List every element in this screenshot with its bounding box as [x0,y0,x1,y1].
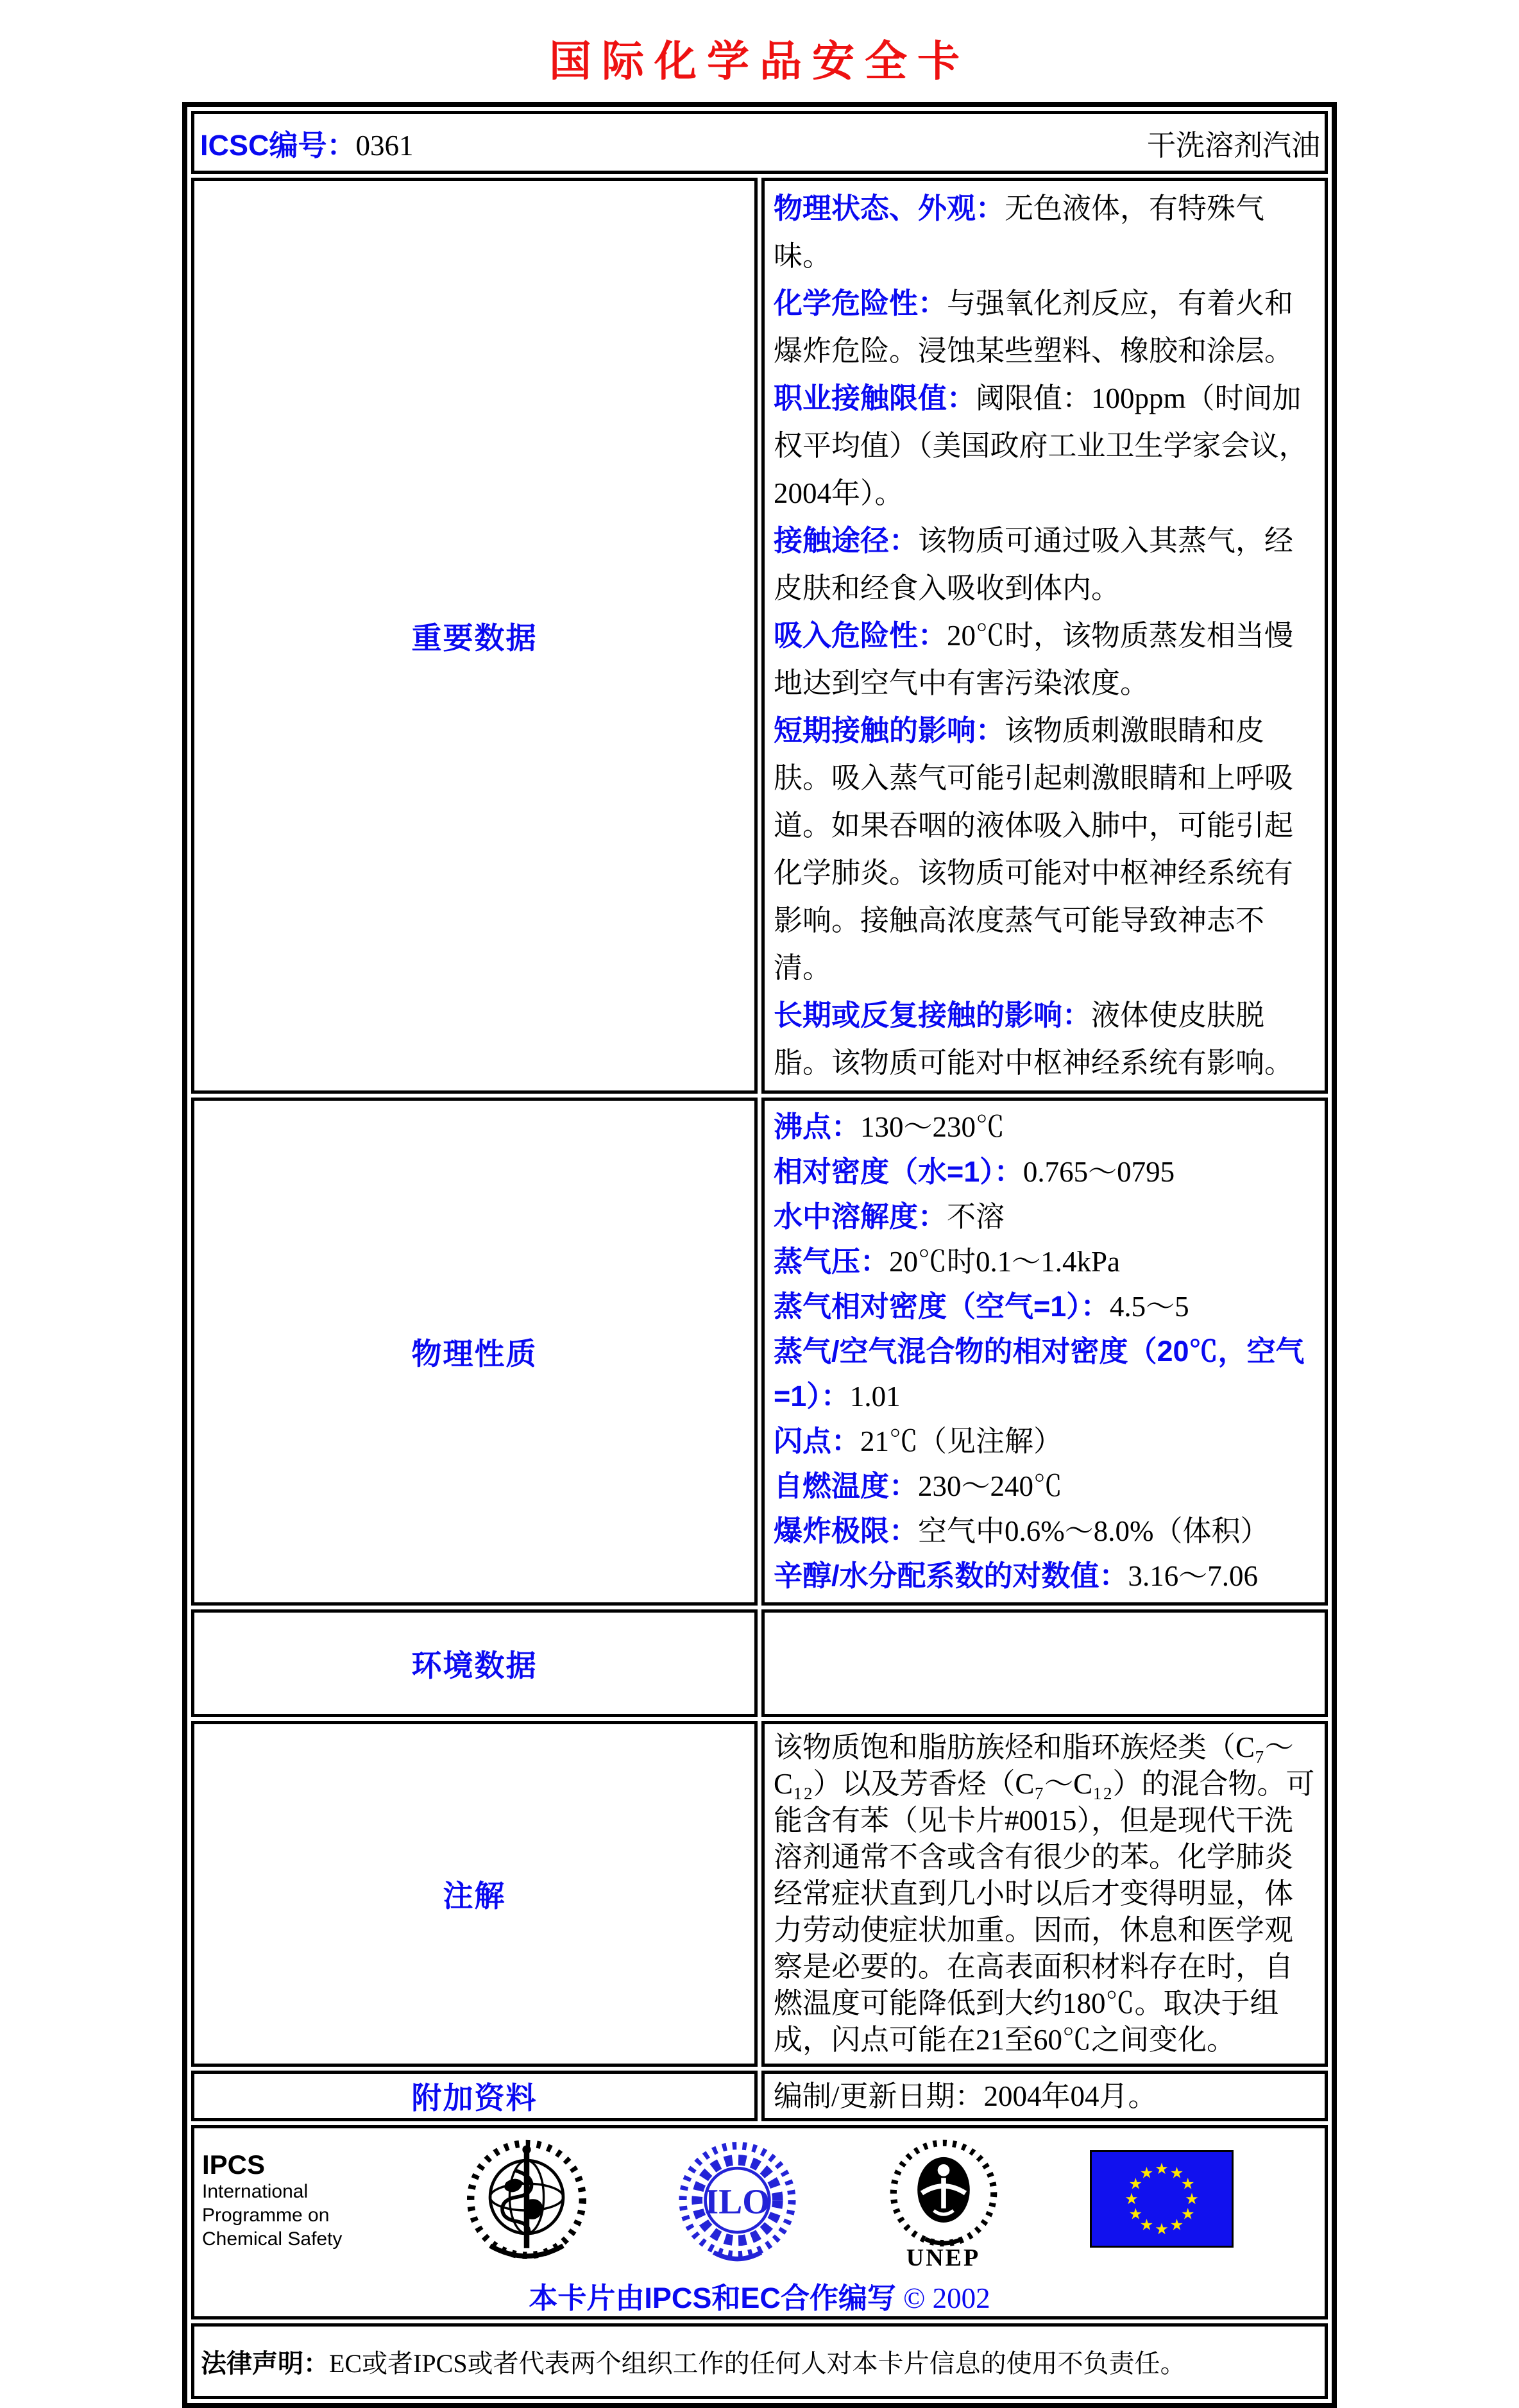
svg-text:★: ★ [1139,2165,1154,2182]
ipcs-line: Chemical Safety [202,2228,343,2250]
field-long-term-effects [774,992,1320,1087]
additional-info-content: 编制/更新日期：2004年04月。 [761,2071,1328,2121]
field-explosive-limits [774,1509,1320,1554]
field-label: 自燃温度： [774,1470,919,1502]
ipcs-acronym: IPCS [202,2149,266,2180]
row-label-physical-properties: 物理性质 [191,1098,758,1606]
field-label: 爆炸极限： [774,1514,919,1547]
field-short-term-effects [774,707,1320,992]
header-row [191,111,1328,174]
page-title: 国际化学品安全卡 [549,37,970,85]
field-label: 化学危险性： [774,287,947,319]
svg-text:★: ★ [1128,2176,1143,2193]
svg-text:★: ★ [1155,2161,1169,2178]
field-occupational-limits [774,375,1320,517]
logo-strip [194,2128,1325,2272]
field-water-solubility [774,1194,1320,1239]
field-text: 230～240℃ [918,1470,1063,1502]
field-inhalation-risk [774,612,1320,707]
eu-flag-icon [1090,2150,1234,2248]
field-label: 职业接触限值： [774,382,976,414]
icsc-number-value: 0361 [355,129,414,162]
unep-logo [889,2139,998,2248]
field-text: 无色液体，有特殊气味。 [774,192,1265,272]
field-text: 空气中0.6%～8.0%（体积） [918,1515,1269,1547]
substance-name: 干洗溶剂汽油 [1146,129,1320,162]
important-data-content [761,178,1328,1094]
field-label: 蒸气/空气混合物的相对密度（20℃，空气=1）： [774,1335,1305,1412]
legal-row [191,2323,1328,2399]
credit-text: 本卡片由IPCS和EC合作编写 [529,2282,896,2314]
icsc-card-table [182,102,1337,2408]
field-label: 吸入危险性： [774,619,947,652]
field-relative-density [774,1149,1320,1194]
field-label: 物理状态、外观： [774,192,1005,225]
field-label: 相对密度（水=1）： [774,1155,1023,1188]
field-label: 水中溶解度： [774,1200,947,1233]
svg-text:★: ★ [1155,2221,1169,2238]
field-text: 不溶 [947,1201,1005,1233]
row-label-additional-info: 附加资料 [191,2071,758,2121]
logos-row [191,2125,1328,2319]
field-vapor-density [774,1284,1320,1329]
notes-content [761,1721,1328,2067]
svg-text:★: ★ [1139,2217,1154,2234]
physical-properties-content [761,1098,1328,1606]
field-text: 20℃时0.1～1.4kPa [889,1246,1121,1278]
field-chemical-danger [774,280,1320,375]
ipcs-text-block [202,2139,375,2251]
unep-block [887,2139,999,2272]
svg-text:★: ★ [1180,2176,1195,2193]
field-text: 该物质可通过吸入其蒸气，经皮肤和经食入吸收到体内。 [774,525,1294,604]
field-text: 20℃时，该物质蒸发相当慢地达到空气中有害污染浓度。 [774,620,1294,699]
field-exposure-routes [774,517,1320,612]
icsc-number-group [200,122,414,164]
field-vapor-pressure [774,1239,1320,1284]
field-text: 与强氧化剂反应，有着火和爆炸危险。浸蚀某些塑料、橡胶和涂层。 [774,287,1294,367]
field-text: 0.765～0795 [1023,1156,1175,1188]
svg-text:★: ★ [1124,2191,1139,2208]
icsc-document-page [0,27,1519,2378]
svg-text:★: ★ [1169,2217,1184,2234]
svg-text:ILO: ILO [704,2182,770,2221]
field-label: 接触途径： [774,524,919,557]
environmental-data-content [761,1609,1328,1717]
field-text: 3.16～7.06 [1128,1560,1259,1592]
field-label: 蒸气压： [774,1245,890,1278]
field-text: 该物质刺激眼睛和皮肤。吸入蒸气可能引起刺激眼睛和上呼吸道。如果吞咽的液体吸入肺中，可能引起化学肺炎。该物质可能对中枢神经系统有影响。接触高浓度蒸气可能导致神志不清。 [774,715,1294,984]
copyright-text: © 2002 [903,2282,990,2314]
field-label: 辛醇/水分配系数的对数值： [774,1559,1128,1592]
svg-text:★: ★ [1169,2165,1184,2182]
legal-text: EC或者IPCS或者代表两个组织工作的任何人对本卡片信息的使用不负责任。 [329,2348,1186,2378]
field-octanol-water [774,1554,1320,1598]
field-boiling-point [774,1105,1320,1149]
svg-text:★: ★ [1128,2206,1143,2223]
credit-line [194,2275,1325,2316]
unep-word: UNEP [906,2244,981,2271]
field-label: 闪点： [774,1425,861,1457]
field-label: 短期接触的影响： [774,714,1005,747]
ipcs-line: Programme on [202,2205,330,2226]
icsc-number-label: ICSC编号： [200,128,356,162]
field-text: 4.5～5 [1109,1291,1189,1323]
field-physical-state [774,185,1320,280]
field-text: 21℃（见注解） [860,1425,1063,1457]
field-label: 沸点： [774,1110,861,1143]
who-logo [466,2139,588,2270]
field-text: 阈限值：100ppm（时间加权平均值）（美国政府工业卫生学家会议，2004年）。 [774,382,1308,509]
field-flash-point [774,1419,1320,1464]
svg-text:★: ★ [1180,2206,1195,2223]
svg-text:★: ★ [1185,2191,1199,2208]
field-vapor-air-density [774,1329,1320,1419]
row-label-important-data: 重要数据 [191,178,758,1094]
field-label: 蒸气相对密度（空气=1）： [774,1290,1110,1323]
row-label-environmental-data: 环境数据 [191,1609,758,1717]
ilo-logo [678,2139,797,2271]
legal-label: 法律声明： [201,2349,329,2378]
field-autoignition-temp [774,1464,1320,1509]
field-text: 130～230℃ [860,1111,1005,1143]
field-text: 1.01 [849,1380,901,1412]
field-label: 长期或反复接触的影响： [774,999,1092,1031]
ipcs-line: International [202,2181,309,2202]
row-label-notes: 注解 [191,1721,758,2067]
notes-paragraph: 该物质饱和脂肪族烃和脂环族烃类（C₇～C₁₂）以及芳香烃（C₇～C₁₂）的混合物。可能含有苯（见卡片#0015），但是现代干洗溶剂通常不含或含有很少的苯。化学肺炎经常症状直到几小时以后才变得明显，体力劳动使症状加重。因而，休息和医学观察是必要的。在高表面积材料存在时，自燃温度可能降低到大约180℃。取决于组成，闪点可能在21至60℃之间变化。 [774,1731,1315,2056]
field-text: 液体使皮肤脱脂。该物质可能对中枢神经系统有影响。 [774,999,1294,1079]
